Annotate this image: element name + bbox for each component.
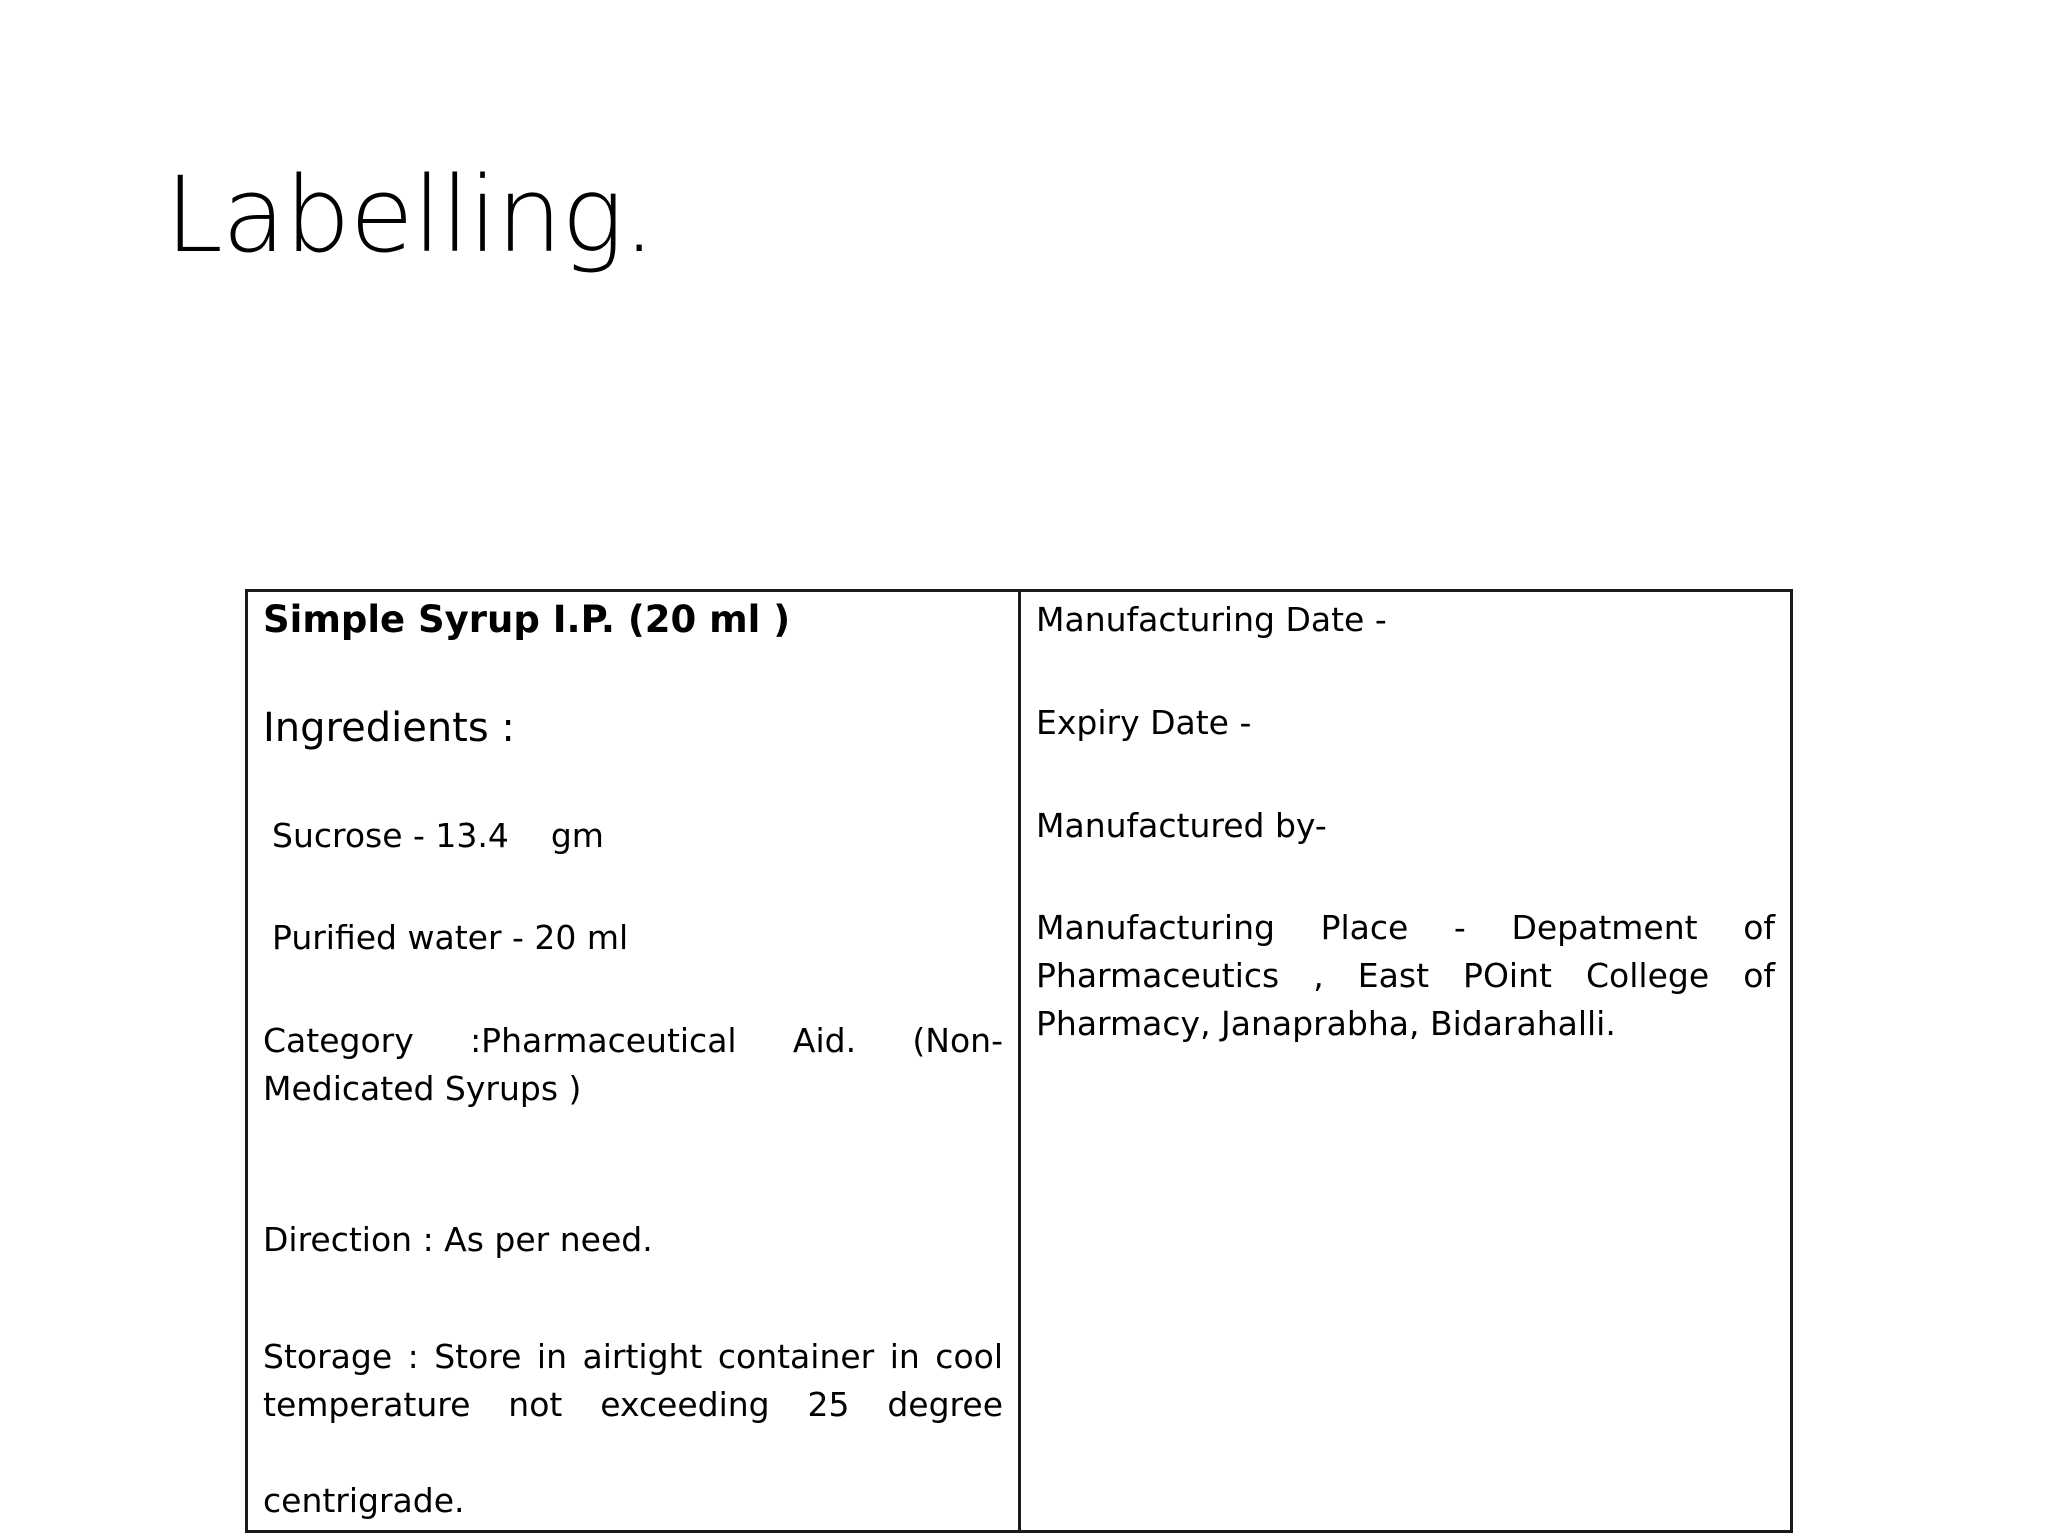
ingredients-heading: Ingredients : <box>263 705 515 751</box>
storage-line-3: centrigrade. <box>263 1481 465 1520</box>
product-name: Simple Syrup I.P. (20 ml ) <box>263 598 791 641</box>
label-left-column <box>248 592 1021 1530</box>
direction-text: Direction : As per need. <box>263 1220 653 1259</box>
expiry-date: Expiry Date - <box>1036 703 1252 742</box>
slide-title: Labelling. <box>165 154 655 276</box>
place-line-1: Manufacturing Place - Depatment of <box>1036 908 1775 947</box>
ingredient-water: Purified water - 20 ml <box>272 918 629 957</box>
place-line-3: Pharmacy, Janaprabha, Bidarahalli. <box>1036 1004 1616 1043</box>
category-line-1: Category :Pharmaceutical Aid. (Non- <box>263 1021 1003 1060</box>
manufacturing-date: Manufacturing Date - <box>1036 600 1387 639</box>
manufactured-by: Manufactured by- <box>1036 806 1327 845</box>
place-line-2: Pharmaceutics , East POint College of <box>1036 956 1775 995</box>
storage-line-1: Storage : Store in airtight container in cool <box>263 1337 1003 1376</box>
storage-line-2: temperature not exceeding 25 degree <box>263 1385 1003 1424</box>
category-line-2: Medicated Syrups ) <box>263 1069 582 1108</box>
label-right-column <box>1021 592 1790 1530</box>
ingredient-sucrose: Sucrose - 13.4 gm <box>272 816 604 855</box>
label-table <box>245 589 1793 1533</box>
